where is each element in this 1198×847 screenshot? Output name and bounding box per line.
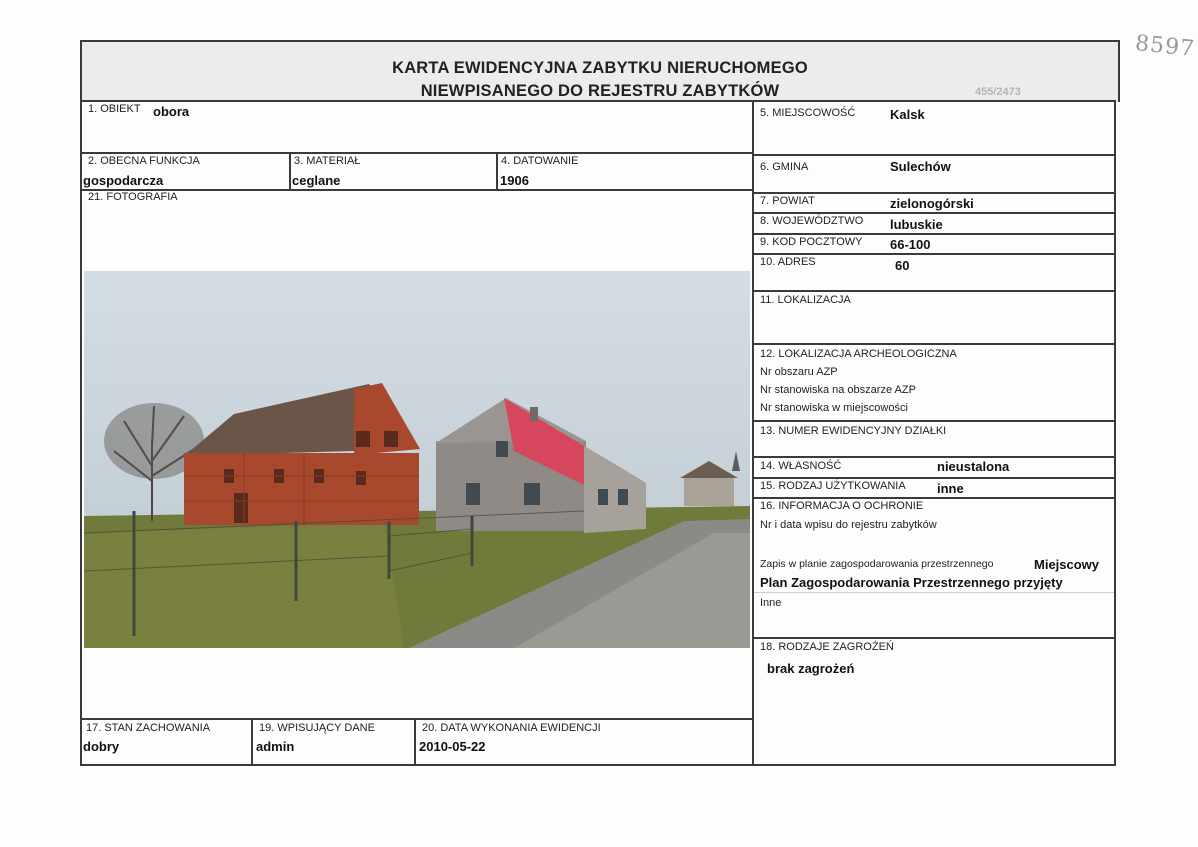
frame-middle-divider <box>752 100 754 766</box>
value-data-ewidencji: 2010-05-22 <box>419 739 486 754</box>
value-material: ceglane <box>292 173 341 188</box>
divider <box>496 152 498 191</box>
label-wpisujacy: 19. WPISUJĄCY DANE <box>259 722 375 734</box>
ochrona-nr-wpisu: Nr i data wpisu do rejestru zabytków <box>760 519 937 531</box>
frame-left <box>80 100 82 766</box>
label-miejscowosc: 5. MIEJSCOWOŚĆ <box>760 107 856 119</box>
value-wojewodztwo: lubuskie <box>890 217 943 232</box>
divider <box>752 343 1116 345</box>
value-funkcja: gospodarcza <box>83 173 164 188</box>
photo-illustration <box>84 271 750 648</box>
divider <box>80 189 754 191</box>
label-material: 3. MATERIAŁ <box>294 155 361 167</box>
label-fotografia: 21. FOTOGRAFIA <box>88 191 178 203</box>
label-numer-dzialki: 13. NUMER EWIDENCYJNY DZIAŁKI <box>760 425 947 437</box>
label-data-ewidencji: 20. DATA WYKONANIA EWIDENCJI <box>422 722 601 734</box>
value-datowanie: 1906 <box>500 173 529 188</box>
label-lokalizacja-archeologiczna: 12. LOKALIZACJA ARCHEOLOGICZNA <box>760 348 957 360</box>
label-adres: 10. ADRES <box>760 256 816 268</box>
ochrona-inne: Inne <box>760 597 782 609</box>
frame-right <box>1114 100 1116 766</box>
divider <box>752 253 1116 255</box>
label-informacja-o-ochronie: 16. INFORMACJA O OCHRONIE <box>760 500 924 512</box>
value-obiekt: obora <box>153 104 190 119</box>
value-wpisujacy: admin <box>256 739 295 754</box>
label-powiat: 7. POWIAT <box>760 195 815 207</box>
label-lokalizacja: 11. LOKALIZACJA <box>760 294 851 306</box>
divider <box>752 456 1116 458</box>
archeo-nr-stanowiska-azp: Nr stanowiska na obszarze AZP <box>760 384 916 396</box>
label-kod-pocztowy: 9. KOD POCZTOWY <box>760 236 863 248</box>
ochrona-zapis-label: Zapis w planie zagospodarowania przestrzennego <box>760 558 994 570</box>
divider <box>752 154 1116 156</box>
divider <box>752 420 1116 422</box>
value-rodzaje-zagrozen: brak zagrożeń <box>767 661 855 676</box>
value-miejscowosc: Kalsk <box>890 107 925 122</box>
divider <box>289 152 291 191</box>
value-wlasnosc: nieustalona <box>937 459 1010 474</box>
label-rodzaje-zagrozen: 18. RODZAJE ZAGROŻEŃ <box>760 641 894 653</box>
label-funkcja: 2. OBECNA FUNKCJA <box>88 155 200 167</box>
frame-bottom <box>80 764 1116 766</box>
value-kod-pocztowy: 66-100 <box>890 237 931 252</box>
value-gmina: Sulechów <box>890 159 951 174</box>
value-stan: dobry <box>83 739 120 754</box>
handwritten-archive-number: 8597 <box>1133 30 1197 63</box>
form-title-line2: NIEWPISANEGO DO REJESTRU ZABYTKÓW <box>420 82 780 100</box>
divider <box>414 718 416 766</box>
label-obiekt: 1. OBIEKT <box>88 103 141 115</box>
divider <box>752 233 1116 235</box>
archeo-nr-obszaru: Nr obszaru AZP <box>760 366 838 378</box>
divider <box>752 212 1116 214</box>
divider <box>754 592 1114 593</box>
label-wlasnosc: 14. WŁASNOŚĆ <box>760 460 842 472</box>
divider <box>80 718 754 720</box>
label-stan: 17. STAN ZACHOWANIA <box>86 722 211 734</box>
label-gmina: 6. GMINA <box>760 161 809 173</box>
label-datowanie: 4. DATOWANIE <box>501 155 579 167</box>
divider <box>80 152 754 154</box>
building-photograph <box>84 271 750 648</box>
form-header <box>80 40 1120 102</box>
frame-top-line <box>80 100 1116 102</box>
divider <box>251 718 253 766</box>
ochrona-zapis-value-1: Miejscowy <box>1034 557 1100 572</box>
divider <box>752 477 1116 479</box>
value-rodzaj-uzytkowania: inne <box>937 481 964 496</box>
archeo-nr-stanowiska-miejscowosc: Nr stanowiska w miejscowości <box>760 402 908 414</box>
label-wojewodztwo: 8. WOJEWÓDZTWO <box>760 215 864 227</box>
form-title-line1: KARTA EWIDENCYJNA ZABYTKU NIERUCHOMEGO <box>392 59 808 77</box>
divider <box>752 637 1116 639</box>
value-adres: 60 <box>895 258 910 273</box>
ochrona-zapis-value-2: Plan Zagospodarowania Przestrzennego przyjęty <box>760 575 1063 590</box>
label-rodzaj-uzytkowania: 15. RODZAJ UŻYTKOWANIA <box>760 480 906 492</box>
value-powiat: zielonogórski <box>890 196 974 211</box>
divider <box>752 192 1116 194</box>
divider <box>752 290 1116 292</box>
archive-stamp-number: 455/2473 <box>975 86 1021 98</box>
divider <box>752 497 1116 499</box>
